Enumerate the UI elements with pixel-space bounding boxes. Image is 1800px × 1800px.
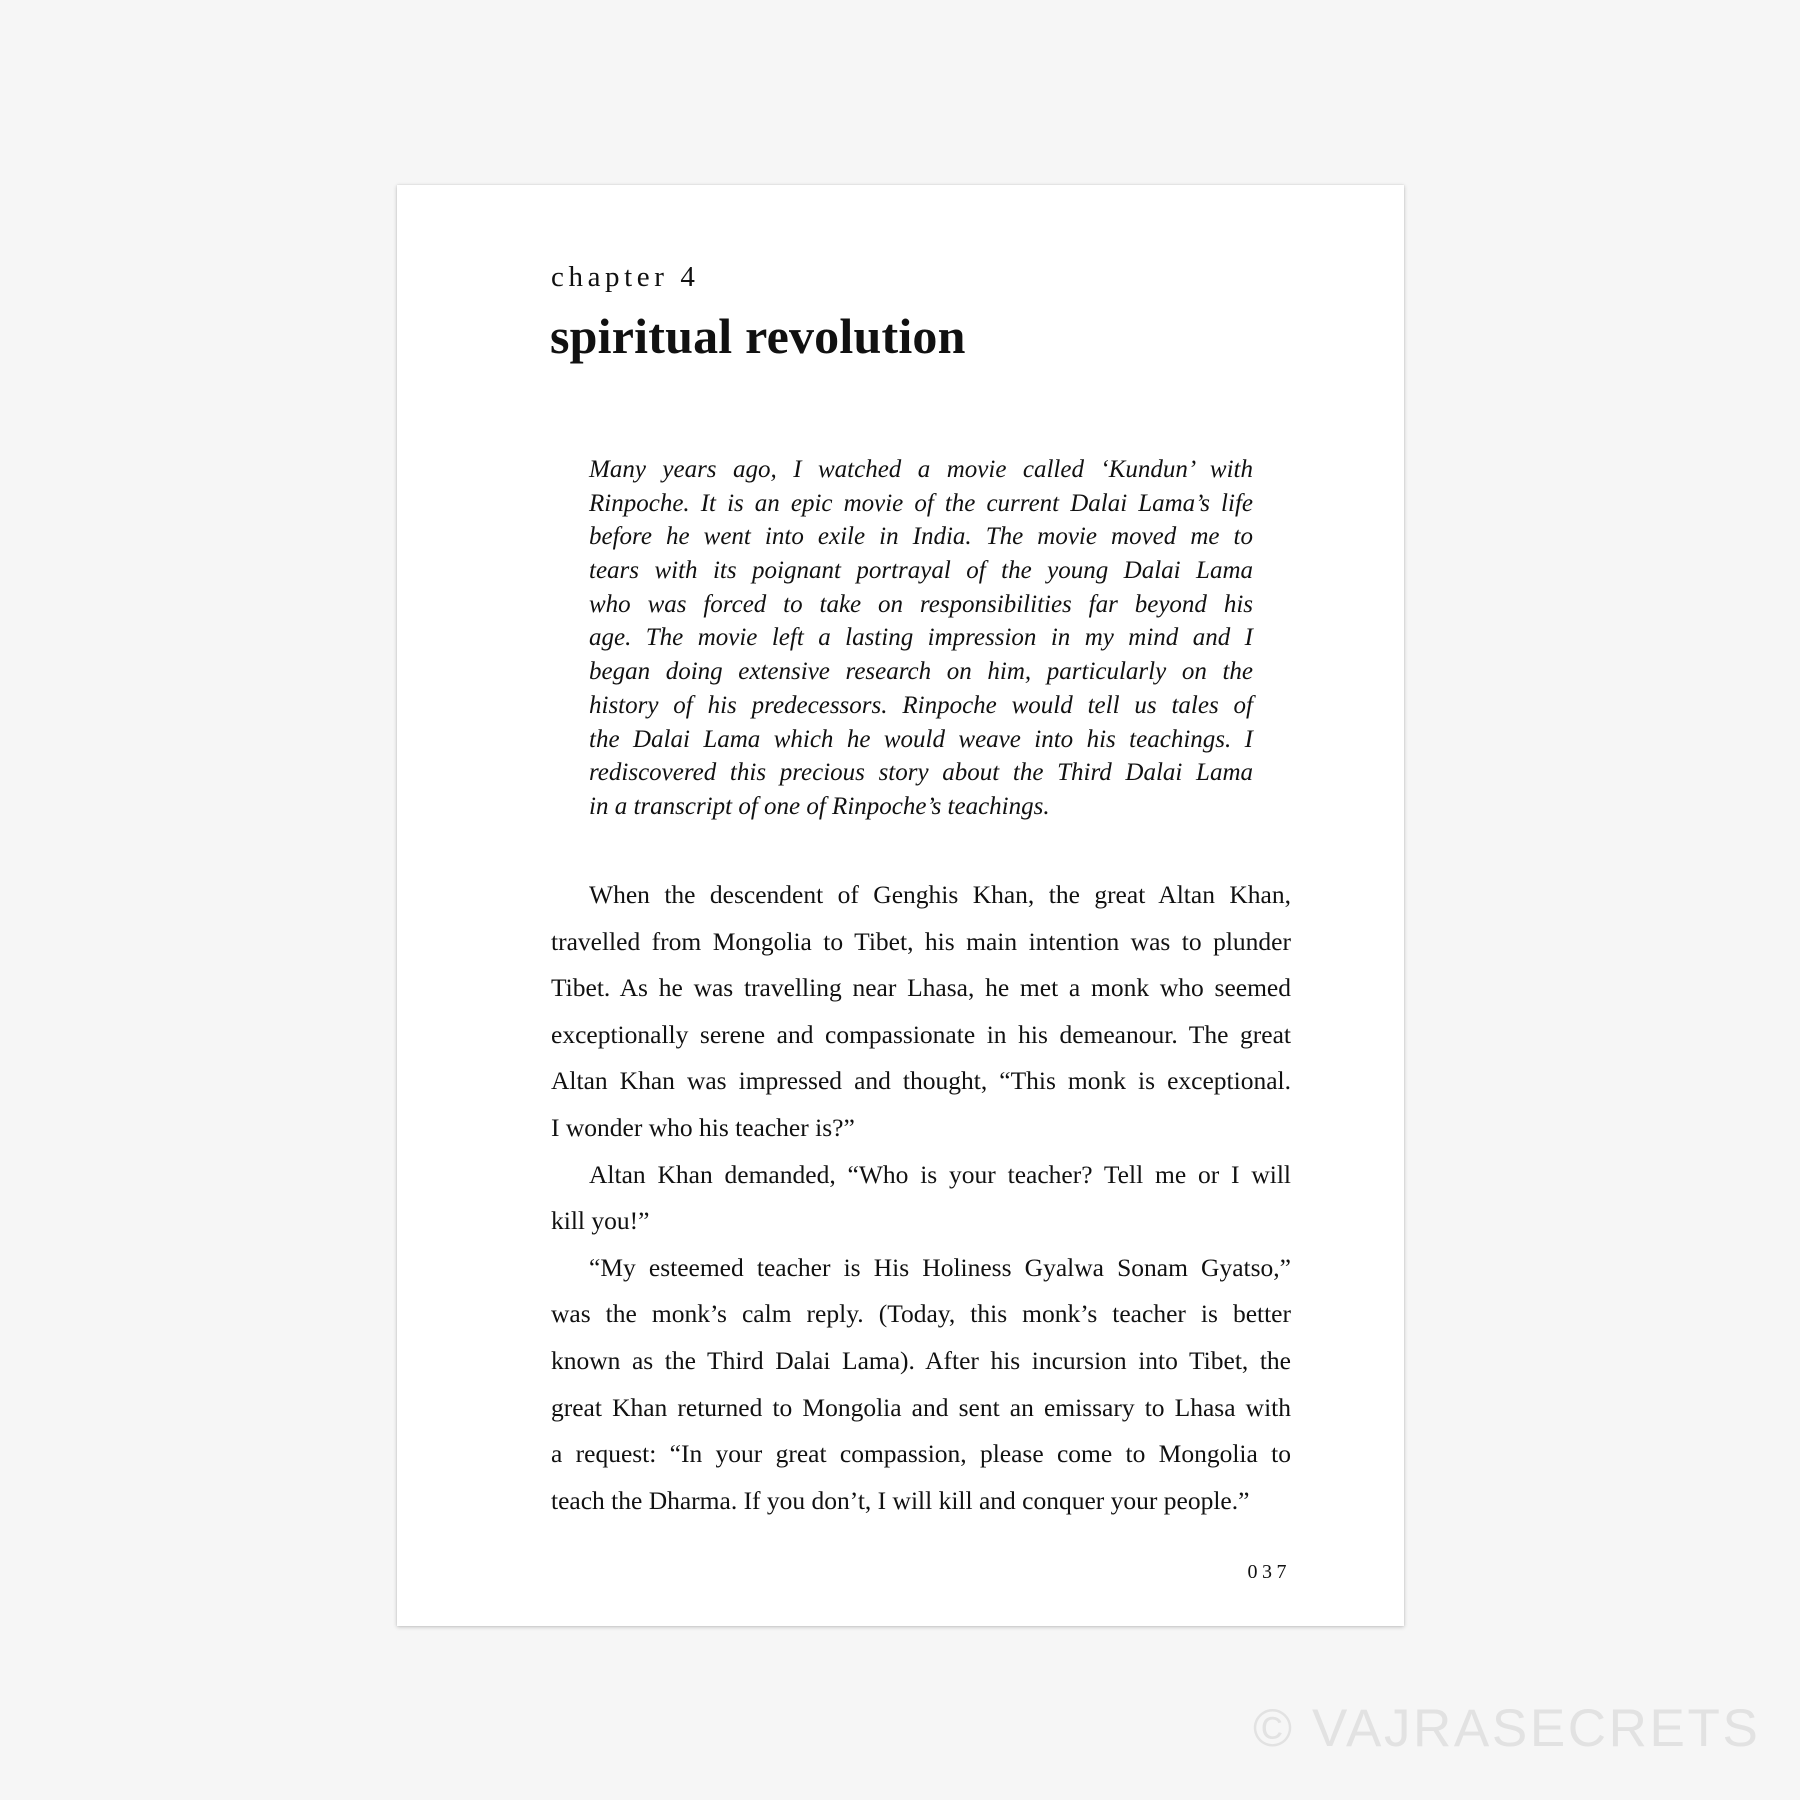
- body-line: exceptionally serene and compassionate in his demeanour. The great: [551, 1019, 1291, 1049]
- body-line: kill you!”: [551, 1206, 650, 1236]
- body-line: I wonder who his teacher is?”: [551, 1112, 855, 1142]
- body-line: Altan Khan was impressed and thought, “This monk is exceptional.: [551, 1066, 1291, 1096]
- intro-line: in a transcript of one of Rinpoche’s teachings.: [589, 792, 1050, 820]
- body-line: Tibet. As he was travelling near Lhasa, he met a monk who seemed: [551, 973, 1291, 1003]
- book-page: [397, 185, 1404, 1626]
- intro-line: tears with its poignant portrayal of the young Dalai Lama: [589, 557, 1253, 585]
- chapter-title: spiritual revolution: [550, 308, 966, 364]
- body-line: When the descendent of Genghis Khan, the great Altan Khan,: [589, 880, 1291, 909]
- intro-line: Rinpoche. It is an epic movie of the current Dalai Lama’s life: [589, 489, 1253, 517]
- body-line: a request: “In your great compassion, please come to Mongolia to: [551, 1439, 1291, 1469]
- intro-line: history of his predecessors. Rinpoche would tell us tales of: [589, 691, 1253, 719]
- copyright-watermark: © VAJRASECRETS: [1253, 1699, 1761, 1758]
- body-line: known as the Third Dalai Lama). After his incursion into Tibet, the: [551, 1345, 1291, 1375]
- intro-paragraph: [589, 453, 1253, 824]
- intro-line: rediscovered this precious story about the Third Dalai Lama: [589, 759, 1253, 787]
- body-line: travelled from Mongolia to Tibet, his main intention was to plunder: [551, 926, 1291, 956]
- intro-line: Many years ago, I watched a movie called ‘Kundun’ with: [589, 456, 1253, 483]
- intro-line: who was forced to take on responsibilities far beyond his: [589, 590, 1253, 618]
- intro-line: began doing extensive research on him, particularly on the: [589, 658, 1253, 686]
- intro-line: before he went into exile in India. The movie moved me to: [589, 523, 1253, 551]
- body-line: was the monk’s calm reply. (Today, this monk’s teacher is better: [551, 1299, 1291, 1329]
- page-number: 037: [1247, 1561, 1291, 1583]
- intro-line: the Dalai Lama which he would weave into his teachings. I: [589, 725, 1253, 753]
- body-text: [551, 872, 1291, 1524]
- body-line: teach the Dharma. If you don’t, I will kill and conquer your people.”: [551, 1485, 1250, 1515]
- body-line: “My esteemed teacher is His Holiness Gyalwa Sonam Gyatso,”: [589, 1252, 1291, 1282]
- intro-line: age. The movie left a lasting impression in my mind and I: [589, 624, 1253, 652]
- chapter-label: chapter 4: [551, 261, 700, 293]
- body-line: great Khan returned to Mongolia and sent an emissary to Lhasa with: [551, 1392, 1291, 1422]
- body-line: Altan Khan demanded, “Who is your teacher? Tell me or I will: [589, 1159, 1291, 1189]
